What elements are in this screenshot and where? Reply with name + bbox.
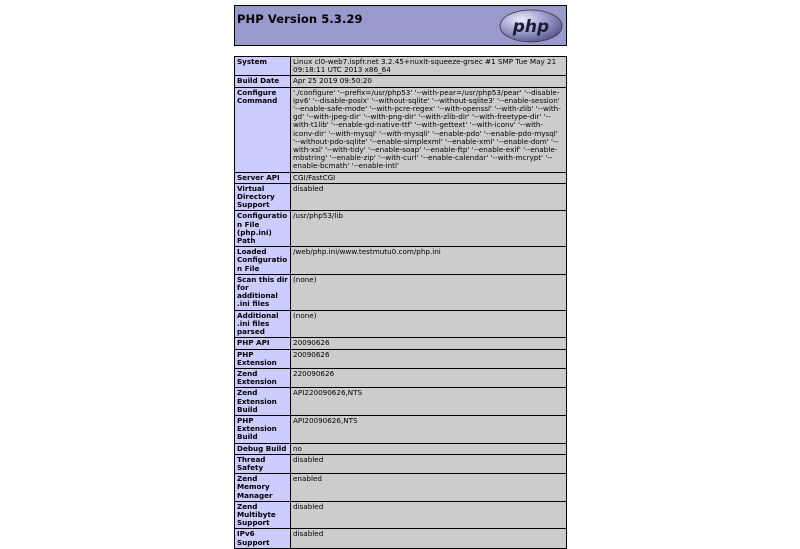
table-row: [235, 274, 567, 310]
table-row: [235, 211, 567, 247]
table-row: [235, 501, 567, 529]
version-header: [234, 5, 567, 46]
row-key: Server API: [235, 172, 291, 183]
row-key: Debug Build: [235, 443, 291, 454]
table-row: [235, 415, 567, 443]
row-key: System: [235, 57, 291, 76]
row-value: /web/php.ini/www.testmutu0.com/php.ini: [291, 247, 567, 275]
row-key: Build Date: [235, 76, 291, 87]
row-value: /usr/php53/lib: [291, 211, 567, 247]
php-logo-text: php: [512, 17, 550, 37]
table-row: [235, 443, 567, 454]
row-value: disabled: [291, 454, 567, 473]
row-key: Loaded Configuration File: [235, 247, 291, 275]
table-row: [235, 529, 567, 548]
table-row: [235, 76, 567, 87]
row-key: Thread Safety: [235, 454, 291, 473]
row-key: Zend Extension Build: [235, 388, 291, 416]
row-key: Configuration File (php.ini) Path: [235, 211, 291, 247]
row-value: disabled: [291, 529, 567, 548]
row-key: Scan this dir for additional .ini files: [235, 274, 291, 310]
row-key: IPv6 Support: [235, 529, 291, 548]
row-key: PHP API: [235, 338, 291, 349]
table-row: [235, 183, 567, 211]
row-value: 220090626: [291, 368, 567, 387]
table-row: [235, 474, 567, 502]
row-key: Virtual Directory Support: [235, 183, 291, 211]
row-value: 20090626: [291, 349, 567, 368]
row-value: 20090626: [291, 338, 567, 349]
row-key: PHP Extension Build: [235, 415, 291, 443]
row-value: (none): [291, 274, 567, 310]
row-value: enabled: [291, 474, 567, 502]
row-value: disabled: [291, 183, 567, 211]
row-key: Zend Multibyte Support: [235, 501, 291, 529]
table-row: [235, 454, 567, 473]
row-key: PHP Extension: [235, 349, 291, 368]
row-key: Configure Command: [235, 87, 291, 172]
page-title: PHP Version 5.3.29: [237, 12, 363, 26]
row-value: API20090626,NTS: [291, 415, 567, 443]
row-value: Apr 25 2019 09:50:20: [291, 76, 567, 87]
row-value: no: [291, 443, 567, 454]
table-row: [235, 87, 567, 172]
row-key: Zend Memory Manager: [235, 474, 291, 502]
table-row: [235, 338, 567, 349]
row-value: (none): [291, 310, 567, 338]
php-logo-icon: [499, 9, 563, 43]
table-row: [235, 368, 567, 387]
php-info-table: [234, 56, 567, 549]
table-row: [235, 388, 567, 416]
row-value: './configure' '--prefix=/usr/php53' '--with-pear=/usr/php53/pear' '--disable-ipv6' '--disable-posix' '--without-sqlite' '--without-sqlite3' '--enable-session' '--enable-safe-mode' '--with-pcre-regex' '--with-openssl' '--with-zlib' '--with-gd' '--with-jpeg-dir' '--with-png-dir' '--with-zlib-dir' '--with-freetype-dir' '--with-t1lib' '--enable-gd-native-ttf' '--with-gettext' '--with-iconv' '--with-iconv-dir' '--with-mysql' '--with-mysqli' '--enable-pdo' '--enable-pdo-mysql' '--without-pdo-sqlite' '--enable-simplexml' '--enable-xml' '--enable-dom' '--with-xsl' '--with-tidy' '--enable-soap' '--enable-ftp' '--enable-exif' '--enable-mbstring' '--enable-zip' '--with-curl' '--enable-calendar' '--with-mcrypt' '--enable-bcmath' '--enable-intl': [291, 87, 567, 172]
row-value: API220090626,NTS: [291, 388, 567, 416]
row-value: disabled: [291, 501, 567, 529]
table-row: [235, 57, 567, 76]
table-row: [235, 310, 567, 338]
row-key: Zend Extension: [235, 368, 291, 387]
table-row: [235, 172, 567, 183]
row-value: Linux cl0-web7.ispfr.net 3.2.45+nuxit-squeeze-grsec #1 SMP Tue May 21 09:18:11 UTC 2013 x86_64: [291, 57, 567, 76]
table-row: [235, 247, 567, 275]
row-key: Additional .ini files parsed: [235, 310, 291, 338]
row-value: CGI/FastCGI: [291, 172, 567, 183]
table-row: [235, 349, 567, 368]
